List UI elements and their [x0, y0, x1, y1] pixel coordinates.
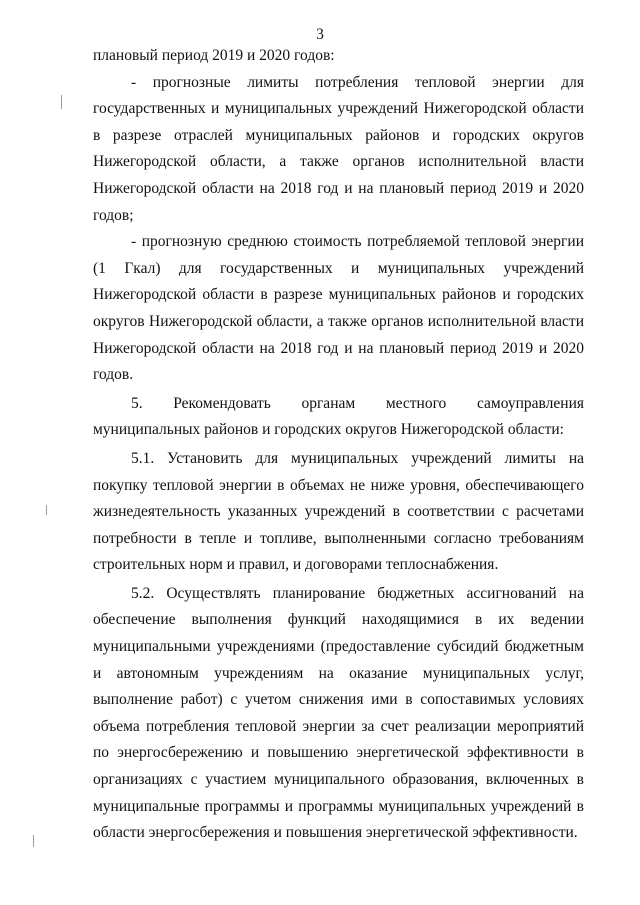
paragraph-continuation: плановый период 2019 и 2020 годов:: [93, 47, 335, 64]
margin-scan-mark: [61, 95, 62, 109]
document-body: [93, 43, 584, 847]
paragraph-item-5-1: 5.1. Установить для муниципальных учреждений лимиты на покупку тепловой энергии в объемах не ниже уровня, обеспечивающего жизнедеятельность указанных учреждений в соответствии с расчетами потребности в тепле и топливе, выполненными согласно требованиям строительных норм и правил, и договорами теплоснабжения.: [93, 449, 584, 574]
page-number: 3: [316, 26, 324, 43]
margin-scan-mark: [33, 835, 34, 847]
paragraph-item-5: 5. Рекомендовать органам местного самоуправления муниципальных районов и городских округов Нижегородской области:: [93, 394, 584, 439]
margin-scan-mark: [46, 505, 47, 515]
paragraph-bullet-limits: - прогнозные лимиты потребления тепловой энергии для государственных и муниципальных учреждений Нижегородской области в разрезе отраслей муниципальных районов и городских округов Нижегородской области, а также органов исполнительной власти Нижегородской области на 2018 год и на плановый период 2019 и 2020 годов;: [93, 73, 584, 224]
paragraph-bullet-cost: - прогнозную среднюю стоимость потребляемой тепловой энергии (1 Гкал) для государственных и муниципальных учреждений Нижегородской области в разрезе муниципальных районов и городских округов Нижегородской области, а также органов исполнительной власти Нижегородской области на 2018 год и на плановый период 2019 и 2020 годов.: [93, 233, 584, 384]
paragraph-item-5-2: 5.2. Осуществлять планирование бюджетных ассигнований на обеспечение выполнения функций находящимися в их ведении муниципальными учреждениями (предоставление субсидий бюджетным и автономным учреждениям на оказание муниципальных услуг, выполнение работ) с учетом снижения ими в сопоставимых условиях объема потребления тепловой энергии за счет реализации мероприятий по энергосбережению и повышению энергетической эффективности в организациях с участием муниципального образования, включенных в муниципальные программы и программы муниципальных учреждений в области энергосбережения и повышения энергетической эффективности.: [93, 584, 584, 842]
